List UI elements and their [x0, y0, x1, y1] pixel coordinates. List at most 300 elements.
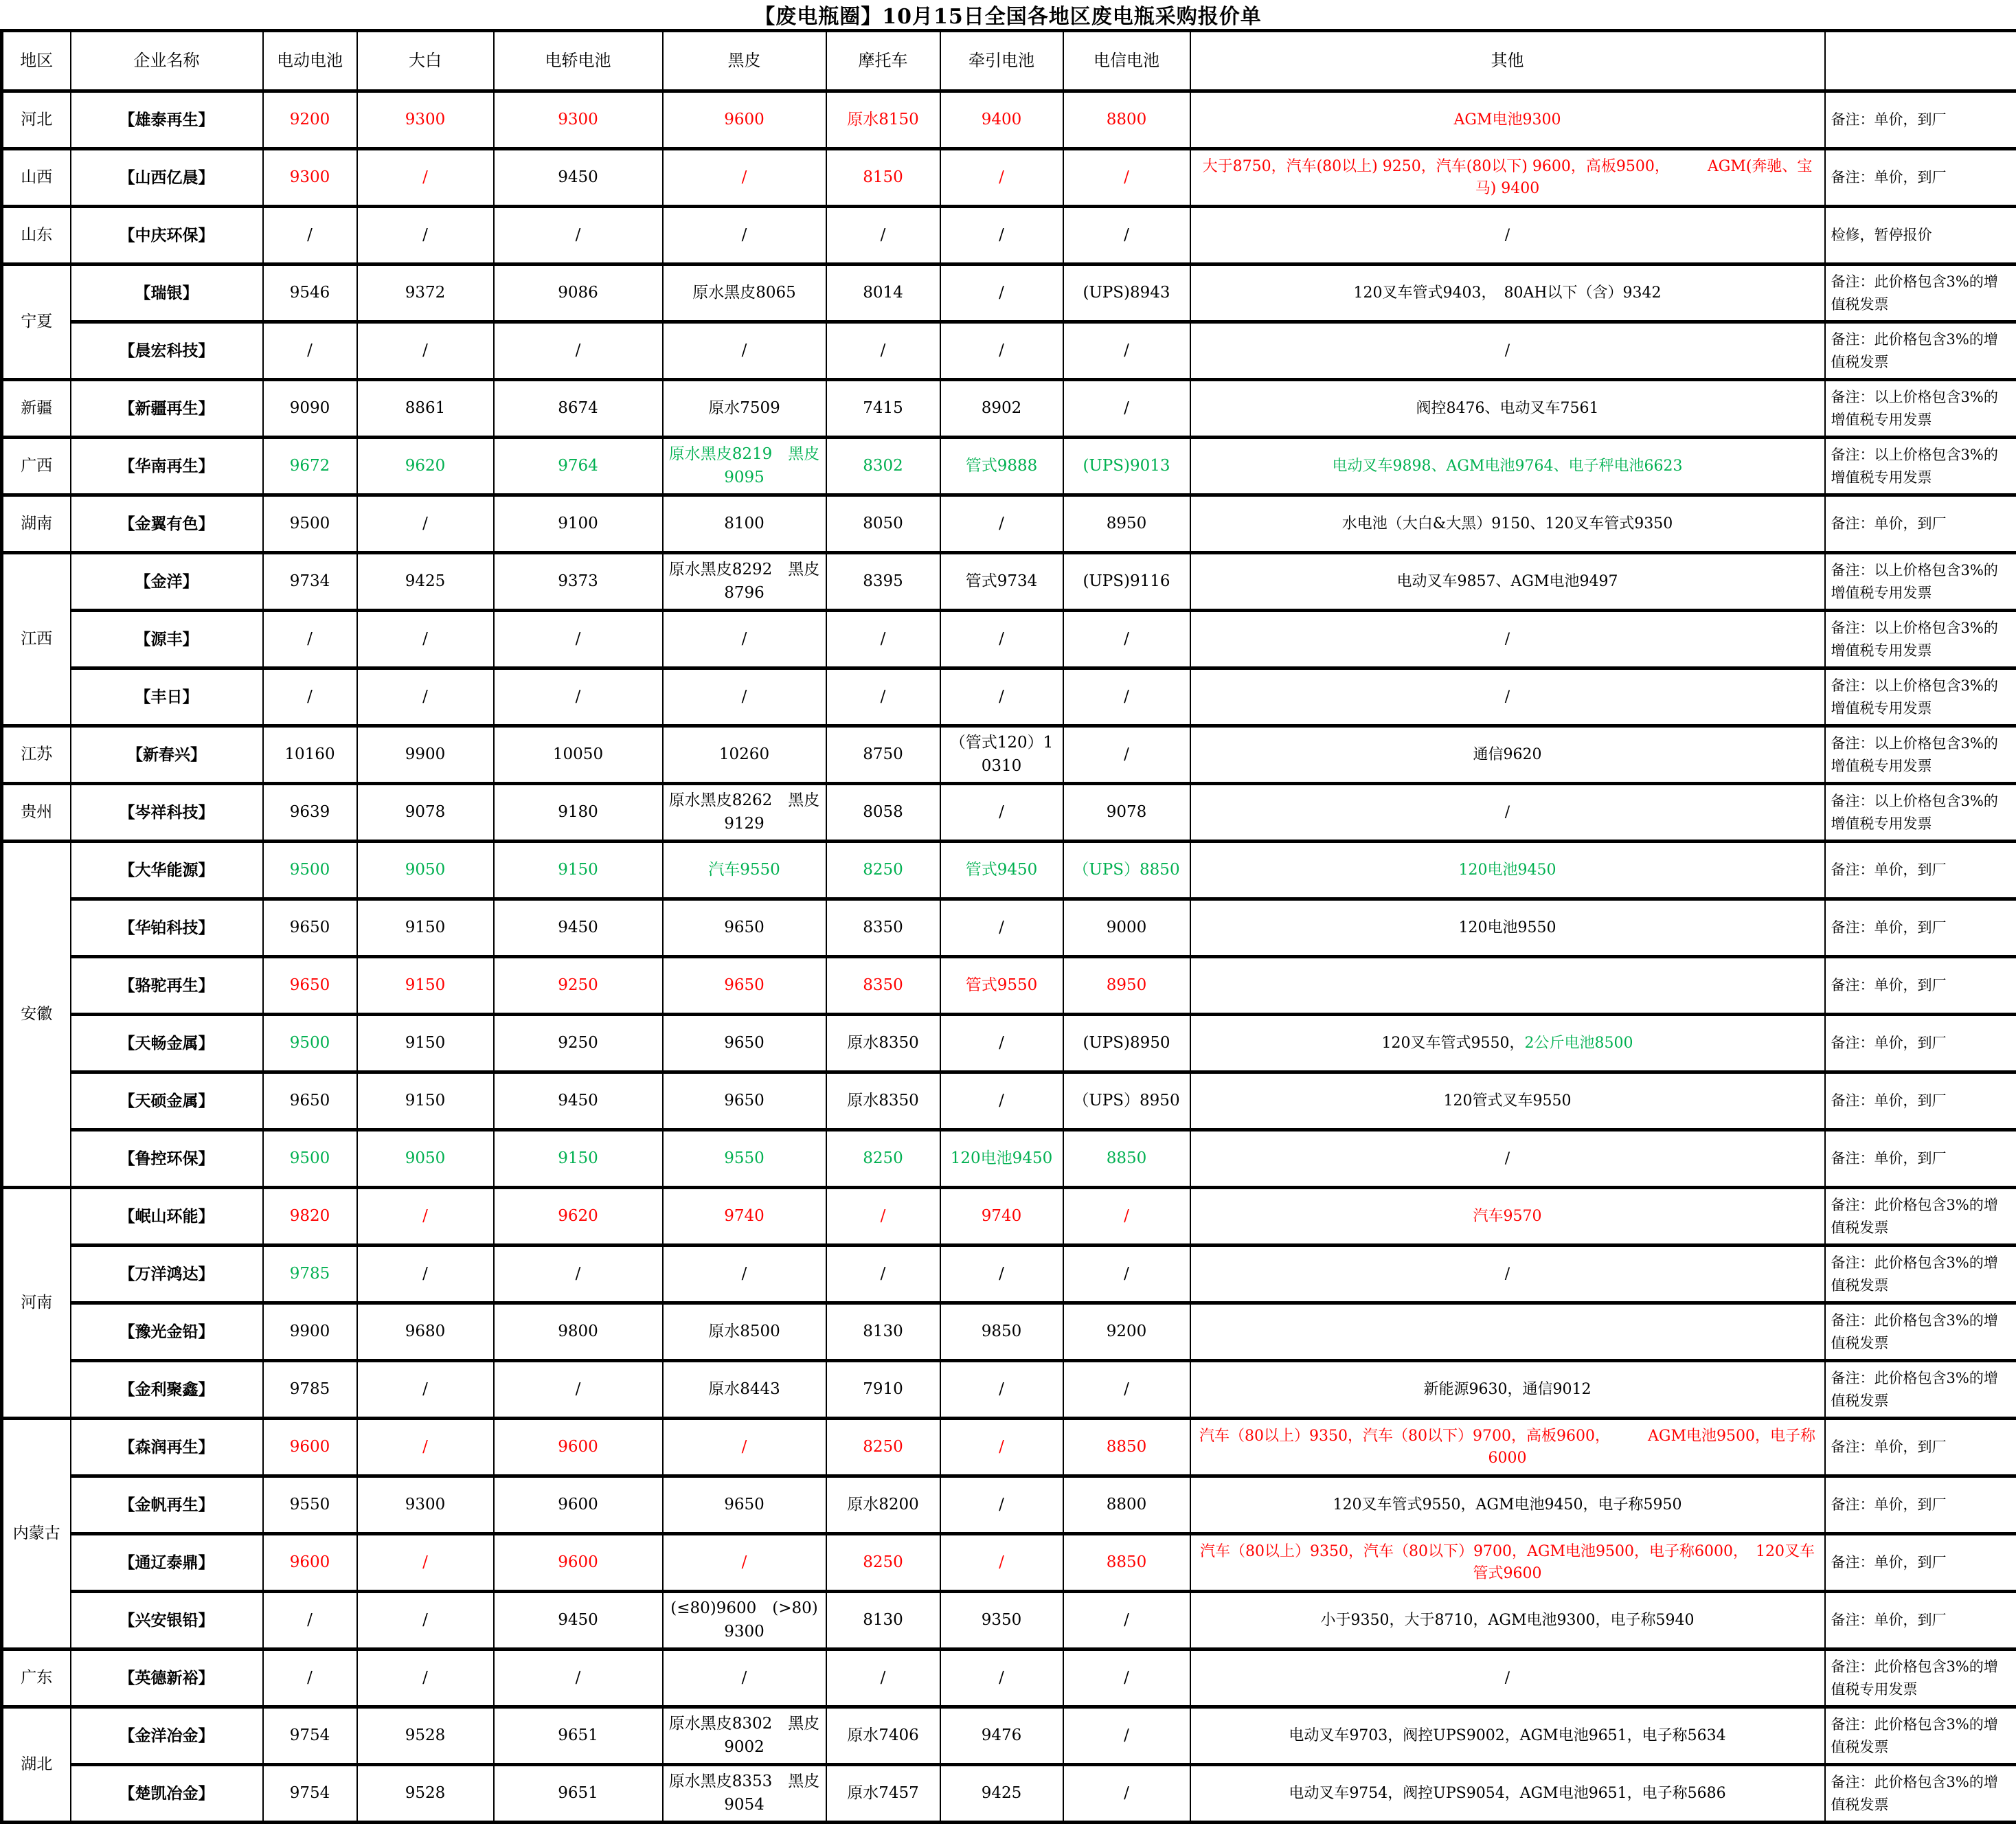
- other-cell: [1190, 1246, 1825, 1303]
- price-cell: /: [663, 668, 826, 726]
- price-cell: 9400: [940, 91, 1063, 149]
- other-cell: [1190, 668, 1825, 726]
- price-cell: 8014: [826, 264, 940, 322]
- price-cell: 9600: [494, 1476, 663, 1534]
- other-segment: 电动叉车9754，阀控UPS9054，AGM电池9651，电子称5686: [1289, 1784, 1726, 1802]
- price-cell: 9600: [263, 1534, 357, 1592]
- other-segment: 120管式叉车9550: [1443, 1092, 1572, 1110]
- price-cell: 9500: [263, 842, 357, 899]
- price-cell: 9850: [940, 1303, 1063, 1361]
- price-cell: /: [940, 1419, 1063, 1476]
- price-cell: 9620: [357, 438, 494, 495]
- other-cell: [1190, 1534, 1825, 1592]
- price-cell: /: [663, 322, 826, 380]
- price-cell: /: [357, 207, 494, 264]
- company-cell: 【楚凯冶金】: [71, 1765, 263, 1823]
- price-cell: /: [1063, 322, 1190, 380]
- table-row: [2, 380, 2016, 438]
- price-cell: 8850: [1063, 1534, 1190, 1592]
- price-cell: 10050: [494, 726, 663, 784]
- table-row: [2, 1303, 2016, 1361]
- price-cell: /: [1063, 1246, 1190, 1303]
- note-cell: 备注：以上价格包含3%的增值税专用发票: [1825, 668, 2016, 726]
- price-cell: (UPS)9116: [1063, 553, 1190, 611]
- other-cell: [1190, 91, 1825, 149]
- other-segment: AGM电池9300: [1453, 111, 1561, 128]
- region-cell: 内蒙古: [2, 1419, 71, 1650]
- other-segment: 通信9620: [1473, 745, 1542, 763]
- price-cell: 8861: [357, 380, 494, 438]
- other-cell: [1190, 1765, 1825, 1823]
- table-row: [2, 842, 2016, 899]
- other-cell: [1190, 1130, 1825, 1188]
- price-cell: 原水黑皮8262 黑皮9129: [663, 784, 826, 842]
- price-cell: /: [826, 1246, 940, 1303]
- price-cell: /: [357, 611, 494, 668]
- price-cell: 9000: [1063, 899, 1190, 957]
- company-cell: 【金洋】: [71, 553, 263, 611]
- price-cell: /: [263, 611, 357, 668]
- note-cell: 备注：单价，到厂: [1825, 899, 2016, 957]
- price-cell: 9500: [263, 1015, 357, 1072]
- note-cell: 备注：此价格包含3%的增值税发票: [1825, 1303, 2016, 1361]
- price-cell: /: [357, 495, 494, 553]
- other-segment: 电动叉车9898、AGM电池9764、电子秤电池6623: [1332, 457, 1683, 475]
- note-cell: 备注：单价，到厂: [1825, 149, 2016, 207]
- price-cell: 8750: [826, 726, 940, 784]
- price-cell: 9450: [494, 1072, 663, 1130]
- price-cell: 8302: [826, 438, 940, 495]
- price-cell: 9200: [1063, 1303, 1190, 1361]
- company-cell: 【通辽泰鼎】: [71, 1534, 263, 1592]
- price-cell: /: [357, 322, 494, 380]
- price-cell: 9800: [494, 1303, 663, 1361]
- other-segment: 水电池（大白&大黑）9150、120叉车管式9350: [1341, 515, 1673, 532]
- column-header-1: 企业名称: [71, 31, 263, 91]
- company-cell: 【鲁控环保】: [71, 1130, 263, 1188]
- price-cell: 9180: [494, 784, 663, 842]
- price-cell: 原水7509: [663, 380, 826, 438]
- company-cell: 【英德新裕】: [71, 1650, 263, 1707]
- price-cell: 9550: [663, 1130, 826, 1188]
- price-cell: （UPS）8950: [1063, 1072, 1190, 1130]
- price-cell: /: [940, 1361, 1063, 1419]
- page-title: 【废电瓶圈】10月15日全国各地区废电瓶采购报价单: [754, 5, 1262, 29]
- other-segment: 新能源9630，通信9012: [1423, 1380, 1592, 1398]
- price-cell: 9425: [357, 553, 494, 611]
- price-cell: /: [1063, 668, 1190, 726]
- price-cell: 9250: [494, 1015, 663, 1072]
- price-cell: 9600: [263, 1419, 357, 1476]
- table-row: [2, 1592, 2016, 1650]
- price-cell: 原水8350: [826, 1072, 940, 1130]
- price-cell: /: [940, 1650, 1063, 1707]
- price-cell: /: [1063, 1592, 1190, 1650]
- price-cell: /: [357, 1361, 494, 1419]
- price-cell: /: [494, 322, 663, 380]
- price-cell: /: [940, 611, 1063, 668]
- price-cell: /: [940, 1072, 1063, 1130]
- price-cell: /: [1063, 1361, 1190, 1419]
- company-cell: 【新疆再生】: [71, 380, 263, 438]
- price-cell: 9600: [494, 1419, 663, 1476]
- price-cell: /: [940, 264, 1063, 322]
- company-cell: 【天畅金属】: [71, 1015, 263, 1072]
- note-cell: 备注：以上价格包含3%的增值税专用发票: [1825, 553, 2016, 611]
- other-cell: [1190, 1476, 1825, 1534]
- price-cell: /: [263, 322, 357, 380]
- price-cell: /: [263, 668, 357, 726]
- price-cell: 8850: [1063, 1419, 1190, 1476]
- price-cell: 9150: [494, 842, 663, 899]
- other-cell: [1190, 899, 1825, 957]
- price-cell: （管式120）10310: [940, 726, 1063, 784]
- note-cell: 备注：单价，到厂: [1825, 1534, 2016, 1592]
- price-cell: 9650: [663, 1015, 826, 1072]
- price-cell: /: [826, 322, 940, 380]
- price-cell: /: [663, 1534, 826, 1592]
- note-cell: 备注：以上价格包含3%的增值税专用发票: [1825, 438, 2016, 495]
- price-cell: 9078: [1063, 784, 1190, 842]
- price-cell: /: [1063, 149, 1190, 207]
- price-cell: /: [940, 1534, 1063, 1592]
- price-cell: 8350: [826, 899, 940, 957]
- price-cell: /: [1063, 380, 1190, 438]
- price-cell: 9651: [494, 1707, 663, 1765]
- price-cell: /: [663, 207, 826, 264]
- price-cell: /: [940, 322, 1063, 380]
- price-cell: 9150: [494, 1130, 663, 1188]
- price-cell: /: [357, 668, 494, 726]
- other-segment: 大于8750，汽车(80以上) 9250，汽车(80以下) 9600，高板9500， AGM(奔驰、宝马) 9400: [1202, 157, 1813, 197]
- price-cell: /: [1063, 1650, 1190, 1707]
- price-cell: /: [1063, 611, 1190, 668]
- price-cell: /: [663, 611, 826, 668]
- other-cell: [1190, 495, 1825, 553]
- price-cell: (UPS)8943: [1063, 264, 1190, 322]
- price-cell: 9090: [263, 380, 357, 438]
- table-row: [2, 1361, 2016, 1419]
- price-cell: 8150: [826, 149, 940, 207]
- company-cell: 【万洋鸿达】: [71, 1246, 263, 1303]
- price-cell: 8395: [826, 553, 940, 611]
- price-cell: 9528: [357, 1765, 494, 1823]
- price-cell: 原水8443: [663, 1361, 826, 1419]
- other-segment: 电动叉车9703，阀控UPS9002，AGM电池9651，电子称5634: [1289, 1726, 1726, 1744]
- price-cell: （UPS）8850: [1063, 842, 1190, 899]
- other-segment: /: [1504, 1265, 1510, 1283]
- price-cell: 9450: [494, 149, 663, 207]
- note-cell: 备注：单价，到厂: [1825, 495, 2016, 553]
- other-segment: /: [1504, 803, 1510, 821]
- price-cell: 8850: [1063, 1130, 1190, 1188]
- company-cell: 【天硕金属】: [71, 1072, 263, 1130]
- price-cell: 9600: [494, 1534, 663, 1592]
- price-cell: /: [357, 1534, 494, 1592]
- price-cell: 原水8500: [663, 1303, 826, 1361]
- other-cell: [1190, 611, 1825, 668]
- column-header-10: [1825, 31, 2016, 91]
- other-segment: /: [1504, 1149, 1510, 1167]
- other-cell: [1190, 1419, 1825, 1476]
- price-cell: /: [494, 1246, 663, 1303]
- note-cell: 备注：此价格包含3%的增值税发票: [1825, 1707, 2016, 1765]
- price-cell: 原水7457: [826, 1765, 940, 1823]
- company-cell: 【华铂科技】: [71, 899, 263, 957]
- table-row: [2, 957, 2016, 1015]
- other-segment: 小于9350，大于8710，AGM电池9300，电子称5940: [1320, 1611, 1695, 1629]
- column-header-3: 大白: [357, 31, 494, 91]
- price-cell: /: [494, 1361, 663, 1419]
- price-cell: 8250: [826, 1130, 940, 1188]
- price-cell: 9639: [263, 784, 357, 842]
- region-cell: 江西: [2, 553, 71, 726]
- price-cell: 7415: [826, 380, 940, 438]
- price-cell: /: [940, 149, 1063, 207]
- region-cell: 湖南: [2, 495, 71, 553]
- column-header-2: 电动电池: [263, 31, 357, 91]
- company-cell: 【岑祥科技】: [71, 784, 263, 842]
- other-segment: 电动叉车9857、AGM电池9497: [1396, 572, 1618, 590]
- price-cell: 8100: [663, 495, 826, 553]
- price-cell: 9150: [357, 1015, 494, 1072]
- other-cell: [1190, 726, 1825, 784]
- price-cell: /: [940, 1476, 1063, 1534]
- price-cell: 9078: [357, 784, 494, 842]
- table-row: [2, 1476, 2016, 1534]
- price-cell: 原水黑皮8292 黑皮8796: [663, 553, 826, 611]
- price-cell: 10260: [663, 726, 826, 784]
- table-row: [2, 1650, 2016, 1707]
- price-cell: /: [494, 1650, 663, 1707]
- table-row: [2, 322, 2016, 380]
- company-cell: 【岷山环能】: [71, 1188, 263, 1246]
- price-cell: 9650: [263, 899, 357, 957]
- price-cell: /: [826, 611, 940, 668]
- price-cell: 9650: [663, 899, 826, 957]
- price-cell: 管式9888: [940, 438, 1063, 495]
- table-row: [2, 1072, 2016, 1130]
- price-cell: 9740: [940, 1188, 1063, 1246]
- other-cell: [1190, 264, 1825, 322]
- other-segment: /: [1504, 630, 1510, 648]
- other-segment: 汽车（80以上）9350，汽车（80以下）9700，AGM电池9500，电子称6000， 120叉车管式9600: [1200, 1542, 1815, 1582]
- price-cell: /: [826, 668, 940, 726]
- column-header-4: 电轿电池: [494, 31, 663, 91]
- price-cell: 管式9550: [940, 957, 1063, 1015]
- price-cell: 8950: [1063, 495, 1190, 553]
- note-cell: 备注：单价，到厂: [1825, 1015, 2016, 1072]
- price-cell: 9550: [263, 1476, 357, 1534]
- table-row: [2, 899, 2016, 957]
- company-cell: 【源丰】: [71, 611, 263, 668]
- note-cell: 备注：以上价格包含3%的增值税专用发票: [1825, 784, 2016, 842]
- region-cell: 新疆: [2, 380, 71, 438]
- company-cell: 【华南再生】: [71, 438, 263, 495]
- price-cell: 管式9734: [940, 553, 1063, 611]
- price-cell: 8250: [826, 1534, 940, 1592]
- note-cell: 备注：此价格包含3%的增值税发票: [1825, 264, 2016, 322]
- price-cell: 9528: [357, 1707, 494, 1765]
- price-cell: 9620: [494, 1188, 663, 1246]
- price-cell: /: [940, 1015, 1063, 1072]
- price-cell: /: [263, 1650, 357, 1707]
- price-cell: /: [357, 1419, 494, 1476]
- price-cell: 9086: [494, 264, 663, 322]
- note-cell: 备注：单价，到厂: [1825, 957, 2016, 1015]
- table-row: [2, 438, 2016, 495]
- price-cell: 8130: [826, 1592, 940, 1650]
- company-cell: 【中庆环保】: [71, 207, 263, 264]
- price-cell: /: [1063, 726, 1190, 784]
- price-cell: 9900: [357, 726, 494, 784]
- price-cell: 9650: [263, 1072, 357, 1130]
- table-row: [2, 1246, 2016, 1303]
- price-cell: 10160: [263, 726, 357, 784]
- column-header-0: 地区: [2, 31, 71, 91]
- price-cell: /: [494, 207, 663, 264]
- price-cell: 8674: [494, 380, 663, 438]
- price-cell: /: [494, 668, 663, 726]
- note-cell: 备注：单价，到厂: [1825, 1592, 2016, 1650]
- table-row: [2, 1188, 2016, 1246]
- price-cell: 原水黑皮8219 黑皮9095: [663, 438, 826, 495]
- table-row: [2, 784, 2016, 842]
- price-cell: 8800: [1063, 91, 1190, 149]
- price-cell: 9764: [494, 438, 663, 495]
- company-cell: 【金洋冶金】: [71, 1707, 263, 1765]
- price-cell: 9150: [357, 899, 494, 957]
- other-segment: 120叉车管式9550，: [1381, 1034, 1525, 1052]
- company-cell: 【金帆再生】: [71, 1476, 263, 1534]
- table-header: [2, 31, 2016, 91]
- price-cell: 9450: [494, 1592, 663, 1650]
- note-cell: 备注：此价格包含3%的增值税发票: [1825, 1188, 2016, 1246]
- other-segment: /: [1504, 226, 1510, 244]
- price-cell: 8130: [826, 1303, 940, 1361]
- other-segment: 120电池9450: [1458, 861, 1556, 879]
- price-cell: /: [940, 784, 1063, 842]
- price-cell: 9500: [263, 1130, 357, 1188]
- price-cell: 8058: [826, 784, 940, 842]
- price-cell: 9820: [263, 1188, 357, 1246]
- region-cell: 广东: [2, 1650, 71, 1707]
- other-cell: [1190, 322, 1825, 380]
- price-cell: 8902: [940, 380, 1063, 438]
- price-cell: 8800: [1063, 1476, 1190, 1534]
- price-cell: /: [1063, 207, 1190, 264]
- price-cell: /: [1063, 1707, 1190, 1765]
- price-cell: (UPS)9013: [1063, 438, 1190, 495]
- table-row: [2, 264, 2016, 322]
- price-cell: 原水8150: [826, 91, 940, 149]
- price-cell: 9546: [263, 264, 357, 322]
- price-cell: /: [826, 1188, 940, 1246]
- price-cell: 7910: [826, 1361, 940, 1419]
- price-cell: 8050: [826, 495, 940, 553]
- note-cell: 备注：此价格包含3%的增值税专用发票: [1825, 1650, 2016, 1707]
- company-cell: 【丰日】: [71, 668, 263, 726]
- note-cell: 备注：以上价格包含3%的增值税专用发票: [1825, 611, 2016, 668]
- price-cell: 9650: [663, 1476, 826, 1534]
- price-cell: 9754: [263, 1765, 357, 1823]
- note-cell: 检修，暂停报价: [1825, 207, 2016, 264]
- price-cell: /: [263, 1592, 357, 1650]
- note-cell: 备注：单价，到厂: [1825, 842, 2016, 899]
- price-cell: /: [826, 207, 940, 264]
- company-cell: 【山西亿晨】: [71, 149, 263, 207]
- price-cell: 120电池9450: [940, 1130, 1063, 1188]
- price-cell: 9740: [663, 1188, 826, 1246]
- price-cell: /: [494, 611, 663, 668]
- price-cell: 9200: [263, 91, 357, 149]
- note-cell: 备注：单价，到厂: [1825, 1419, 2016, 1476]
- price-cell: 原水8350: [826, 1015, 940, 1072]
- price-cell: /: [663, 1650, 826, 1707]
- price-cell: /: [1063, 1765, 1190, 1823]
- price-cell: /: [940, 668, 1063, 726]
- price-cell: 9373: [494, 553, 663, 611]
- column-header-9: 其他: [1190, 31, 1825, 91]
- region-cell: 山西: [2, 149, 71, 207]
- price-cell: 9300: [494, 91, 663, 149]
- price-cell: 9672: [263, 438, 357, 495]
- other-segment: /: [1504, 341, 1510, 359]
- price-cell: 9150: [357, 1072, 494, 1130]
- price-cell: 8250: [826, 1419, 940, 1476]
- other-cell: [1190, 1072, 1825, 1130]
- table-row: [2, 207, 2016, 264]
- price-cell: /: [357, 1592, 494, 1650]
- other-segment: 120叉车管式9550，AGM电池9450，电子称5950: [1333, 1496, 1682, 1513]
- note-cell: 备注：单价，到厂: [1825, 1130, 2016, 1188]
- region-cell: 贵州: [2, 784, 71, 842]
- other-cell: [1190, 149, 1825, 207]
- price-cell: 8250: [826, 842, 940, 899]
- other-cell: [1190, 380, 1825, 438]
- region-cell: 安徽: [2, 842, 71, 1188]
- note-cell: 备注：此价格包含3%的增值税发票: [1825, 1246, 2016, 1303]
- price-cell: 9050: [357, 842, 494, 899]
- price-cell: /: [940, 899, 1063, 957]
- price-cell: /: [1063, 1188, 1190, 1246]
- company-cell: 【金利聚鑫】: [71, 1361, 263, 1419]
- price-cell: /: [263, 207, 357, 264]
- table-row: [2, 149, 2016, 207]
- other-segment: /: [1504, 688, 1510, 706]
- price-cell: 8950: [1063, 957, 1190, 1015]
- note-cell: 备注：以上价格包含3%的增值税专用发票: [1825, 726, 2016, 784]
- price-cell: 9600: [663, 91, 826, 149]
- region-cell: 河南: [2, 1188, 71, 1419]
- note-cell: 备注：单价，到厂: [1825, 91, 2016, 149]
- company-cell: 【骆驼再生】: [71, 957, 263, 1015]
- price-cell: 9150: [357, 957, 494, 1015]
- price-cell: 9900: [263, 1303, 357, 1361]
- header-row: [2, 31, 2016, 91]
- table-row: [2, 1534, 2016, 1592]
- other-segment: 汽车（80以上）9350，汽车（80以下）9700，高板9600， AGM电池9500，电子称6000: [1199, 1427, 1815, 1467]
- company-cell: 【晨宏科技】: [71, 322, 263, 380]
- price-cell: 9300: [357, 91, 494, 149]
- region-cell: 湖北: [2, 1707, 71, 1823]
- other-cell: [1190, 553, 1825, 611]
- price-cell: /: [357, 1246, 494, 1303]
- company-cell: 【新春兴】: [71, 726, 263, 784]
- price-cell: 原水黑皮8065: [663, 264, 826, 322]
- price-cell: 9100: [494, 495, 663, 553]
- price-cell: 原水黑皮8302 黑皮9002: [663, 1707, 826, 1765]
